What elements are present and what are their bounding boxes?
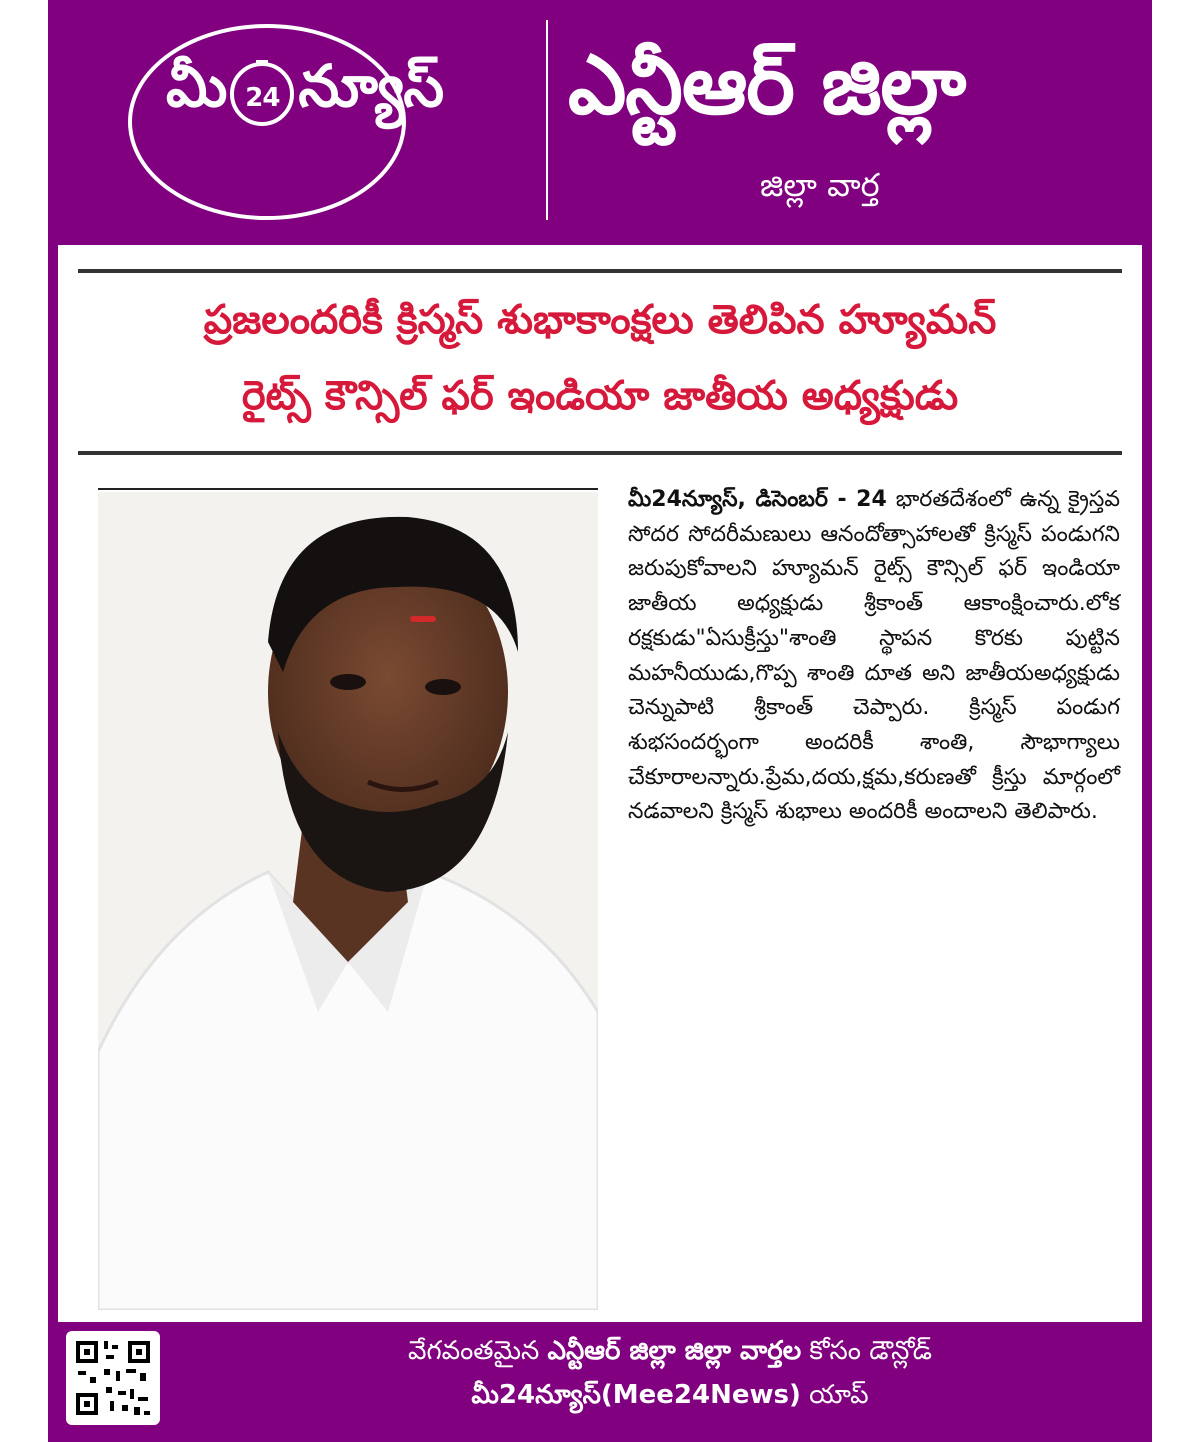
headline-bottom-rule: [78, 451, 1122, 455]
headline: [78, 282, 1122, 434]
logo-part1: మీ: [166, 52, 227, 120]
photo-top-rule: [98, 488, 598, 490]
article-text: భారతదేశంలో ఉన్న క్రైస్తవ సోదర సోదరీమణులు ఆనందోత్సాహాలతో క్రిస్మస్ పండుగని జరుపుకోవాలని హ్యూమన్ రైట్స్ కౌన్సిల్ ఫర్ ఇండియా జాతీయ అధ్యక్షుడు శ్రీకాంత్ ఆకాంక్షించారు.లోక రక్షకుడు"ఏసుక్రీస్తు"శాంతి స్థాపన కొరకు పుట్టిన మహనీయుడు,గొప్ప శాంతి దూత అని జాతీయఅధ్యక్షుడు చెన్నుపాటి శ్రీకాంత్ చెప్పారు. క్రిస్మస్ పండుగ శుభసందర్భంగా అందరికీ శాంతి, సౌభాగ్యాలు చేకూరాలన్నారు.ప్రేమ,దయ,క్షమ,కరుణతో క్రీస్తు మార్గంలో నడవాలని క్రిస్మస్ శుభాలు అందరికీ అందాలని తెలిపారు.: [628, 487, 1120, 825]
district-subtitle: జిల్లా వార్త: [760, 166, 880, 204]
article-body: [628, 483, 1120, 830]
footer-app-suffix: యాప్: [800, 1380, 869, 1410]
district-title: ఎన్టీఆర్ జిల్లా: [568, 38, 966, 133]
headline-line-2: రైట్స్ కౌన్సిల్ ఫర్ ఇండియా జాతీయ అధ్యక్షుడు: [241, 373, 959, 419]
footer-prefix: వేగవంతమైన: [407, 1336, 548, 1366]
person-portrait-illustration: [98, 492, 598, 1310]
footer-app-text: [310, 1380, 1030, 1416]
header-divider: [546, 20, 548, 220]
headline-top-rule: [78, 269, 1122, 273]
person-photo: [98, 492, 598, 1310]
qr-code-graphic: [66, 1331, 160, 1425]
logo-part2: న్యూస్: [298, 52, 444, 120]
footer-highlight: ఎన్టీఆర్ జిల్లా జిల్లా వార్తల: [547, 1336, 802, 1366]
footer-app-name[interactable]: మీ24న్యూస్(Mee24News): [471, 1380, 801, 1410]
mee24news-logo: [166, 52, 443, 135]
qr-code-icon[interactable]: [66, 1331, 160, 1425]
logo-badge-number: 24: [245, 82, 280, 113]
footer-download-text: [310, 1336, 1030, 1372]
headline-line-1: ప్రజలందరికీ క్రిస్మస్ శుభాకాంక్షలు తెలిపిన హ్యూమన్: [203, 297, 997, 343]
footer-suffix: కోసం డౌన్లోడ్: [801, 1336, 933, 1366]
stopwatch-icon: [230, 62, 294, 126]
article-dateline: మీ24న్యూస్, డిసెంబర్ - 24: [628, 487, 887, 512]
